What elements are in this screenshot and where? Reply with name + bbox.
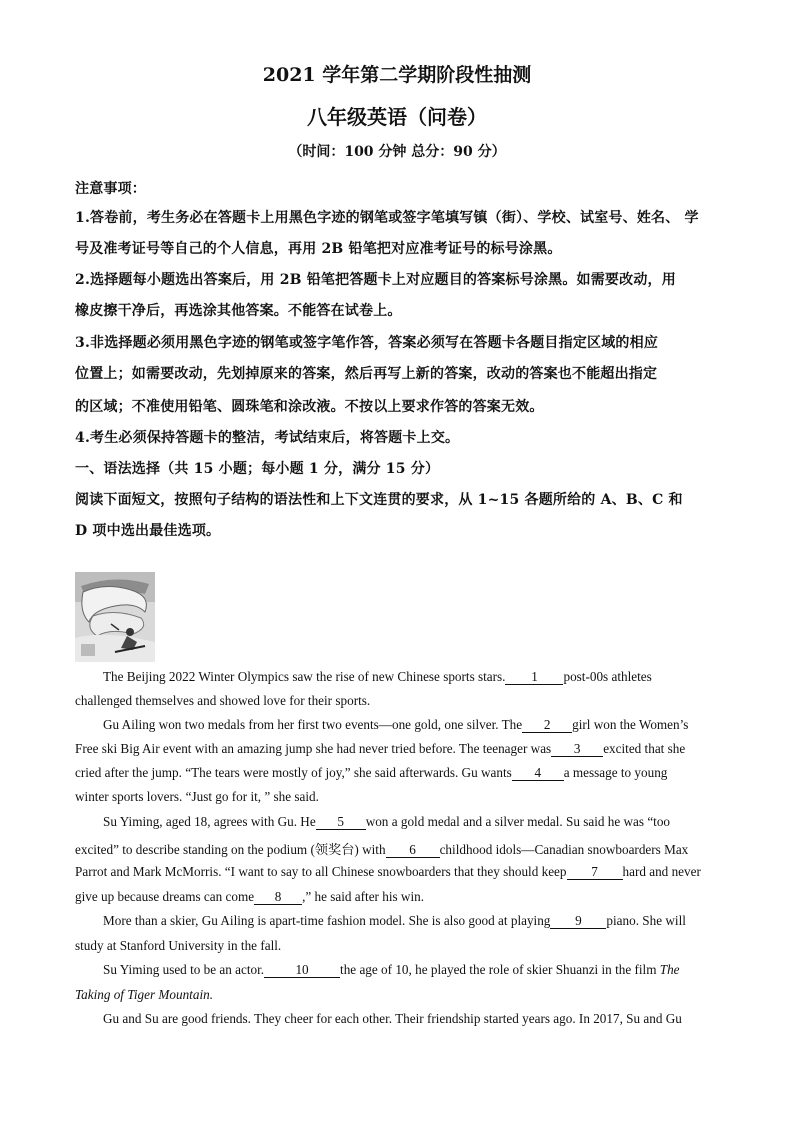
passage-line-1: [103, 669, 652, 685]
passage-line-3: [103, 717, 688, 733]
passage-text: winter sports lovers. “Just go for it, ” she said.: [75, 789, 319, 804]
passage-line-5: [75, 765, 667, 781]
blank-7: 7: [567, 865, 623, 880]
passage-line-9: [75, 864, 701, 880]
passage-text: post-00s athletes: [563, 669, 652, 684]
passage-text: excited” to describe standing on the podium (领奖台) with: [75, 842, 386, 857]
passage-line-4: [75, 741, 685, 757]
passage-text: study at Stanford University in the fall.: [75, 938, 282, 953]
note-line-2: 号及准考证号等自己的个人信息，再用 2B 铅笔把对应准考证号的标号涂黑。: [75, 241, 562, 257]
passage-text: girl won the Women’s: [572, 717, 689, 732]
passage-line-7: [103, 814, 670, 830]
passage-text: the age of 10, he played the role of skier Shuanzi in the film: [340, 962, 657, 977]
exam-time-info: （时间：100 分钟 总分：90 分）: [288, 144, 506, 160]
passage-text: piano. She will: [606, 913, 686, 928]
passage-text: excited that she: [603, 741, 686, 756]
note-line-5: 3.非选择题必须用黑色字迹的钢笔或签字笔作答，答案必须写在答题卡各题目指定区域的相应: [75, 335, 659, 351]
passage-text: ,” he said after his win.: [302, 889, 425, 904]
exam-subtitle: 八年级英语（问卷）: [307, 105, 487, 129]
blank-8: 8: [254, 890, 302, 905]
passage-text: Free ski Big Air event with an amazing jump she had never tried before. The teenager was: [75, 741, 552, 756]
passage-text: Parrot and Mark McMorris. “I want to say to all Chinese snowboarders that they should keep: [75, 864, 567, 879]
blank-6: 6: [386, 843, 440, 858]
passage-line-10: [75, 889, 424, 905]
passage-text: Gu and Su are good friends. They cheer for each other. Their friendship started years ago. In 2017, Su and Gu: [103, 1011, 682, 1026]
note-line-7: 的区域；不准使用铅笔、圆珠笔和涂改液。不按以上要求作答的答案无效。: [75, 399, 544, 415]
passage-text: childhood idols—Canadian snowboarders Max: [439, 842, 689, 857]
film-title-cont: Taking of Tiger Mountain.: [75, 987, 213, 1002]
blank-2: 2: [522, 718, 572, 733]
blank-4: 4: [512, 766, 564, 781]
passage-line-8: [75, 839, 688, 858]
section-instruction-1: 阅读下面短文，按照句子结构的语法性和上下文连贯的要求，从 1~15 各题所给的 A、B、C 和: [75, 492, 683, 508]
blank-5: 5: [316, 815, 366, 830]
note-line-1: 1.答卷前，考生务必在答题卡上用黑色字迹的钢笔或签字笔填写镇（街）、学校、试室号、姓名、 学: [75, 210, 699, 226]
notes-heading: 注意事项：: [75, 181, 146, 197]
note-line-8: 4.考生必须保持答题卡的整洁，考试结束后，将答题卡上交。: [75, 430, 460, 446]
blank-1: 1: [505, 670, 563, 685]
passage-text: Su Yiming used to be an actor.: [103, 962, 265, 977]
passage-text: Su Yiming, aged 18, agrees with Gu. He: [103, 814, 316, 829]
passage-text: won a gold medal and a silver medal. Su said he was “too: [365, 814, 671, 829]
passage-text: challenged themselves and showed love for their sports.: [75, 693, 371, 708]
passage-text: give up because dreams can come: [75, 889, 255, 904]
passage-text: hard and never: [622, 864, 701, 879]
passage-text: More than a skier, Gu Ailing is apart-time fashion model. She is also good at playing: [103, 913, 551, 928]
passage-text: The Beijing 2022 Winter Olympics saw the rise of new Chinese sports stars.: [103, 669, 506, 684]
blank-3: 3: [551, 742, 603, 757]
passage-text: a message to young: [563, 765, 668, 780]
section-instruction-2: D 项中选出最佳选项。: [75, 523, 221, 539]
section-heading: 一、语法选择（共 15 小题；每小题 1 分，满分 15 分）: [75, 461, 440, 477]
passage-text: cried after the jump. “The tears were mostly of joy,” she said afterwards. Gu wants: [75, 765, 512, 780]
passage-line-11: [103, 913, 686, 929]
blank-9: 9: [550, 914, 606, 929]
note-line-6: 位置上；如需要改动，先划掉原来的答案，然后再写上新的答案，改动的答案也不能超出指定: [75, 366, 658, 382]
note-line-3: 2.选择题每小题选出答案后，用 2B 铅笔把答题卡上对应题目的答案标号涂黑。如需要改动，用: [75, 272, 676, 288]
olympics-illustration: [75, 572, 155, 662]
note-line-4: 橡皮擦干净后，再选涂其他答案。不能答在试卷上。: [75, 303, 402, 319]
passage-text: Gu Ailing won two medals from her first two events—one gold, one silver. The: [103, 717, 523, 732]
passage-line-13: [103, 962, 680, 978]
exam-title: 2021 学年第二学期阶段性抽测: [262, 64, 532, 86]
blank-10: 10: [264, 963, 340, 978]
film-title: The: [659, 962, 680, 977]
